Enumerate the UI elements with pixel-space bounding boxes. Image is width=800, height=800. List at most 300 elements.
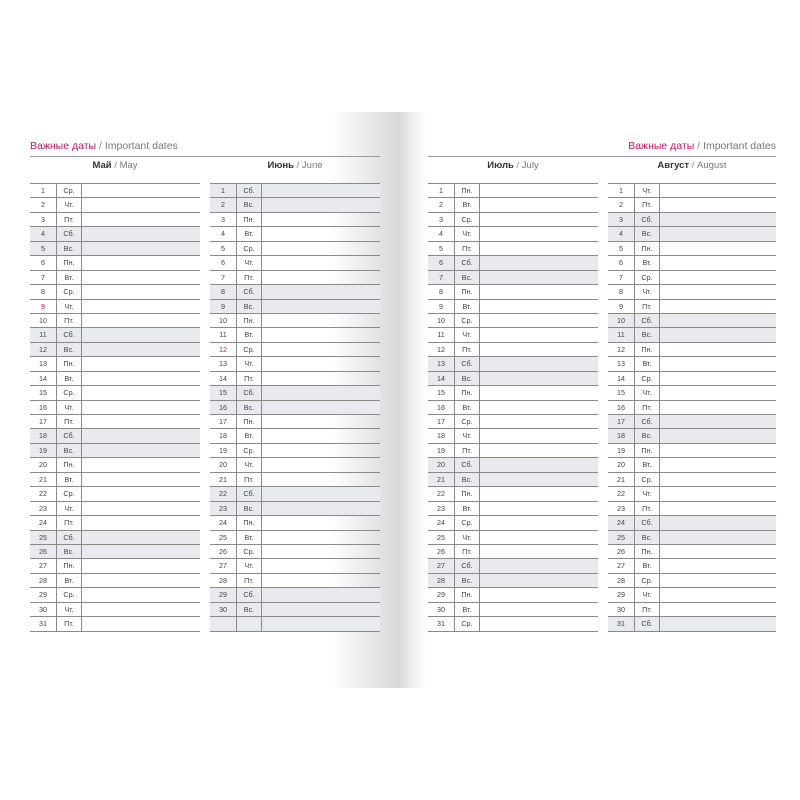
note-field[interactable] <box>480 242 598 255</box>
note-field[interactable] <box>82 559 200 572</box>
note-field[interactable] <box>82 531 200 544</box>
weekday-abbr: Вт. <box>455 401 480 414</box>
note-field[interactable] <box>82 487 200 500</box>
header-rule <box>30 156 380 157</box>
weekday-abbr: Пт. <box>57 314 82 327</box>
day-number: 9 <box>608 300 635 313</box>
header-separator: / <box>96 140 105 152</box>
note-field[interactable] <box>262 444 380 457</box>
note-field[interactable] <box>660 300 776 313</box>
month-name-ru: Август <box>657 160 690 171</box>
note-field[interactable] <box>82 227 200 240</box>
day-number: 8 <box>608 285 635 298</box>
day-row <box>428 300 598 314</box>
note-field[interactable] <box>262 328 380 341</box>
note-field[interactable] <box>660 184 776 197</box>
day-number: 24 <box>428 516 455 529</box>
note-field[interactable] <box>660 444 776 457</box>
weekday-abbr: Ср. <box>237 242 262 255</box>
note-field[interactable] <box>480 617 598 630</box>
day-row <box>608 429 776 443</box>
note-field[interactable] <box>262 227 380 240</box>
header-separator: / <box>694 140 704 152</box>
weekday-abbr: Пт. <box>237 271 262 284</box>
weekday-abbr: Чт. <box>57 502 82 515</box>
note-field[interactable] <box>82 444 200 457</box>
note-field[interactable] <box>82 545 200 558</box>
day-number: 22 <box>608 487 635 500</box>
day-row <box>210 314 380 328</box>
day-row <box>30 300 200 314</box>
day-row <box>30 343 200 357</box>
day-row <box>608 213 776 227</box>
day-row <box>608 473 776 487</box>
day-number: 26 <box>30 545 57 558</box>
day-row <box>428 531 598 545</box>
day-row <box>428 386 598 400</box>
day-row <box>428 328 598 342</box>
note-field[interactable] <box>82 271 200 284</box>
weekday-abbr: Ср. <box>635 271 660 284</box>
weekday-abbr: Вт. <box>57 271 82 284</box>
weekday-abbr: Вс. <box>455 372 480 385</box>
note-field[interactable] <box>480 444 598 457</box>
month-name-ru: Май <box>92 160 112 171</box>
note-field[interactable] <box>262 357 380 370</box>
day-row <box>30 458 200 472</box>
weekday-abbr: Чт. <box>455 531 480 544</box>
weekday-abbr: Вт. <box>635 559 660 572</box>
day-row <box>608 314 776 328</box>
day-row <box>428 559 598 573</box>
day-number: 28 <box>210 574 237 587</box>
weekday-abbr: Ср. <box>57 487 82 500</box>
note-field[interactable] <box>82 617 200 630</box>
day-row <box>210 502 380 516</box>
day-row <box>428 343 598 357</box>
note-field[interactable] <box>660 285 776 298</box>
note-field[interactable] <box>660 473 776 486</box>
day-number: 29 <box>428 588 455 601</box>
note-field[interactable] <box>262 285 380 298</box>
note-field[interactable] <box>660 343 776 356</box>
note-field[interactable] <box>262 473 380 486</box>
note-field[interactable] <box>82 603 200 616</box>
note-field[interactable] <box>480 502 598 515</box>
day-number: 10 <box>30 314 57 327</box>
weekday-abbr: Пт. <box>57 213 82 226</box>
note-field[interactable] <box>480 328 598 341</box>
weekday-abbr: Вс. <box>455 473 480 486</box>
day-number: 25 <box>428 531 455 544</box>
day-row <box>30 502 200 516</box>
note-field[interactable] <box>262 487 380 500</box>
weekday-abbr: Вт. <box>237 531 262 544</box>
note-field[interactable] <box>660 328 776 341</box>
day-row <box>30 531 200 545</box>
day-row <box>30 184 200 198</box>
weekday-abbr: Пн. <box>635 545 660 558</box>
day-number: 15 <box>30 386 57 399</box>
note-field[interactable] <box>480 198 598 211</box>
note-field[interactable] <box>262 502 380 515</box>
day-number: 25 <box>30 531 57 544</box>
weekday-abbr: Сб. <box>455 256 480 269</box>
note-field[interactable] <box>480 372 598 385</box>
day-row <box>210 285 380 299</box>
weekday-abbr: Сб. <box>635 617 660 630</box>
day-number: 12 <box>30 343 57 356</box>
weekday-abbr: Пт. <box>455 343 480 356</box>
note-field[interactable] <box>82 588 200 601</box>
right-page <box>400 112 800 688</box>
month-name-en: August <box>696 160 727 171</box>
note-field[interactable] <box>262 184 380 197</box>
note-field[interactable] <box>660 603 776 616</box>
note-field[interactable] <box>262 545 380 558</box>
note-field[interactable] <box>480 588 598 601</box>
note-field[interactable] <box>480 213 598 226</box>
note-field[interactable] <box>480 429 598 442</box>
note-field[interactable] <box>480 386 598 399</box>
note-field[interactable] <box>660 213 776 226</box>
day-number: 2 <box>428 198 455 211</box>
note-field[interactable] <box>660 242 776 255</box>
note-field[interactable] <box>480 271 598 284</box>
note-field[interactable] <box>480 531 598 544</box>
day-row <box>30 227 200 241</box>
note-field[interactable] <box>262 213 380 226</box>
day-row <box>428 516 598 530</box>
day-number: 9 <box>210 300 237 313</box>
day-number: 30 <box>30 603 57 616</box>
note-field[interactable] <box>262 574 380 587</box>
day-number: 26 <box>608 545 635 558</box>
day-number: 10 <box>428 314 455 327</box>
day-row <box>30 473 200 487</box>
note-field[interactable] <box>660 357 776 370</box>
day-row <box>608 458 776 472</box>
month-july <box>428 159 598 632</box>
note-field[interactable] <box>660 256 776 269</box>
note-field[interactable] <box>82 242 200 255</box>
day-row <box>428 242 598 256</box>
note-field[interactable] <box>480 415 598 428</box>
day-row <box>608 328 776 342</box>
note-field[interactable] <box>82 300 200 313</box>
day-row <box>428 357 598 371</box>
note-field[interactable] <box>480 516 598 529</box>
note-field[interactable] <box>262 516 380 529</box>
day-number: 22 <box>210 487 237 500</box>
day-number: 7 <box>30 271 57 284</box>
weekday-abbr: Сб. <box>635 213 660 226</box>
day-number: 19 <box>210 444 237 457</box>
day-number: 21 <box>608 473 635 486</box>
note-field[interactable] <box>262 372 380 385</box>
day-row <box>608 343 776 357</box>
day-number: 31 <box>30 617 57 630</box>
note-field[interactable] <box>82 458 200 471</box>
day-number: 23 <box>210 502 237 515</box>
day-row <box>608 357 776 371</box>
note-field[interactable] <box>480 343 598 356</box>
weekday-abbr: Чт. <box>635 487 660 500</box>
day-row <box>608 502 776 516</box>
day-row <box>30 372 200 386</box>
note-field[interactable] <box>82 198 200 211</box>
day-list <box>608 183 776 632</box>
day-number: 11 <box>30 328 57 341</box>
day-number: 7 <box>210 271 237 284</box>
day-number: 28 <box>30 574 57 587</box>
note-field[interactable] <box>82 184 200 197</box>
month-name-ru: Июнь <box>267 160 294 171</box>
day-number: 14 <box>608 372 635 385</box>
note-field[interactable] <box>82 386 200 399</box>
note-field[interactable] <box>262 256 380 269</box>
note-field[interactable] <box>660 516 776 529</box>
note-field[interactable] <box>82 415 200 428</box>
note-field[interactable] <box>660 401 776 414</box>
note-field[interactable] <box>480 545 598 558</box>
note-field[interactable] <box>262 242 380 255</box>
weekday-abbr: Сб. <box>455 357 480 370</box>
day-row <box>608 545 776 559</box>
weekday-abbr: Чт. <box>635 588 660 601</box>
day-row <box>210 473 380 487</box>
note-field[interactable] <box>262 401 380 414</box>
note-field[interactable] <box>262 386 380 399</box>
note-field[interactable] <box>660 617 776 630</box>
weekday-abbr: Чт. <box>455 328 480 341</box>
note-field[interactable] <box>262 603 380 616</box>
note-field[interactable] <box>480 603 598 616</box>
day-number: 15 <box>210 386 237 399</box>
day-row <box>428 256 598 270</box>
note-field[interactable] <box>660 588 776 601</box>
note-field[interactable] <box>660 458 776 471</box>
weekday-abbr: Вт. <box>237 328 262 341</box>
note-field[interactable] <box>480 227 598 240</box>
day-number: 19 <box>30 444 57 457</box>
day-row <box>608 271 776 285</box>
day-number: 31 <box>608 617 635 630</box>
note-field[interactable] <box>82 516 200 529</box>
day-number: 15 <box>428 386 455 399</box>
note-field[interactable] <box>660 415 776 428</box>
note-field[interactable] <box>660 372 776 385</box>
note-field[interactable] <box>82 256 200 269</box>
weekday-abbr: Пн. <box>455 487 480 500</box>
note-field[interactable] <box>660 198 776 211</box>
day-number: 16 <box>30 401 57 414</box>
weekday-abbr: Вт. <box>237 227 262 240</box>
note-field[interactable] <box>480 357 598 370</box>
weekday-abbr: Сб. <box>455 559 480 572</box>
note-field[interactable] <box>660 314 776 327</box>
note-field[interactable] <box>262 458 380 471</box>
note-field[interactable] <box>82 357 200 370</box>
day-number: 20 <box>30 458 57 471</box>
day-number: 17 <box>608 415 635 428</box>
day-row <box>428 372 598 386</box>
note-field[interactable] <box>262 314 380 327</box>
day-number: 28 <box>608 574 635 587</box>
weekday-abbr: Чт. <box>57 198 82 211</box>
note-field[interactable] <box>660 502 776 515</box>
note-field[interactable] <box>82 473 200 486</box>
day-row <box>428 487 598 501</box>
day-row <box>210 386 380 400</box>
weekday-abbr: Вс. <box>237 198 262 211</box>
weekday-abbr: Пн. <box>237 213 262 226</box>
day-number: 8 <box>428 285 455 298</box>
day-number: 24 <box>608 516 635 529</box>
month-title <box>30 159 200 173</box>
note-field[interactable] <box>82 429 200 442</box>
note-field[interactable] <box>82 372 200 385</box>
note-field[interactable] <box>660 574 776 587</box>
note-field[interactable] <box>82 314 200 327</box>
weekday-abbr: Пн. <box>57 559 82 572</box>
day-row <box>30 415 200 429</box>
day-number: 2 <box>30 198 57 211</box>
weekday-abbr: Вт. <box>237 429 262 442</box>
weekday-abbr: Сб. <box>635 415 660 428</box>
day-row <box>428 574 598 588</box>
weekday-abbr: Вт. <box>57 372 82 385</box>
day-row <box>428 198 598 212</box>
weekday-abbr: Чт. <box>455 429 480 442</box>
day-number: 14 <box>210 372 237 385</box>
weekday-abbr: Ср. <box>237 545 262 558</box>
note-field[interactable] <box>660 531 776 544</box>
note-field[interactable] <box>262 271 380 284</box>
day-number: 24 <box>30 516 57 529</box>
weekday-abbr: Пт. <box>57 516 82 529</box>
note-field[interactable] <box>480 300 598 313</box>
month-title <box>210 159 380 173</box>
note-field[interactable] <box>82 285 200 298</box>
weekday-abbr: Вс. <box>635 328 660 341</box>
note-field[interactable] <box>82 401 200 414</box>
day-row <box>428 184 598 198</box>
weekday-abbr: Вс. <box>237 502 262 515</box>
day-number: 12 <box>608 343 635 356</box>
day-number: 20 <box>428 458 455 471</box>
weekday-abbr: Пт. <box>635 300 660 313</box>
note-field[interactable] <box>480 285 598 298</box>
note-field[interactable] <box>660 271 776 284</box>
note-field[interactable] <box>480 184 598 197</box>
day-row <box>608 617 776 631</box>
note-field[interactable] <box>660 227 776 240</box>
note-field[interactable] <box>262 559 380 572</box>
weekday-abbr: Чт. <box>635 386 660 399</box>
note-field[interactable] <box>262 300 380 313</box>
note-field[interactable] <box>82 213 200 226</box>
note-field[interactable] <box>660 559 776 572</box>
day-number: 7 <box>608 271 635 284</box>
note-field[interactable] <box>262 343 380 356</box>
weekday-abbr: Чт. <box>635 285 660 298</box>
weekday-abbr: Пт. <box>237 473 262 486</box>
day-number: 6 <box>210 256 237 269</box>
note-field[interactable] <box>82 574 200 587</box>
day-row <box>210 574 380 588</box>
note-field[interactable] <box>262 198 380 211</box>
note-field[interactable] <box>660 545 776 558</box>
day-number: 16 <box>608 401 635 414</box>
note-field[interactable] <box>262 588 380 601</box>
day-number: 11 <box>210 328 237 341</box>
note-field[interactable] <box>262 429 380 442</box>
day-number: 27 <box>210 559 237 572</box>
weekday-abbr: Сб. <box>237 386 262 399</box>
day-number: 14 <box>30 372 57 385</box>
weekday-abbr: Пн. <box>455 285 480 298</box>
note-field[interactable] <box>262 617 380 630</box>
header-rule <box>428 156 776 157</box>
note-field[interactable] <box>82 328 200 341</box>
day-row <box>428 401 598 415</box>
note-field[interactable] <box>480 314 598 327</box>
day-number: 14 <box>428 372 455 385</box>
note-field[interactable] <box>480 401 598 414</box>
note-field[interactable] <box>480 574 598 587</box>
day-row <box>30 256 200 270</box>
note-field[interactable] <box>660 429 776 442</box>
note-field[interactable] <box>480 487 598 500</box>
note-field[interactable] <box>82 343 200 356</box>
day-number: 23 <box>608 502 635 515</box>
note-field[interactable] <box>480 473 598 486</box>
month-june <box>210 159 380 632</box>
note-field[interactable] <box>262 415 380 428</box>
day-row <box>428 213 598 227</box>
day-row <box>210 372 380 386</box>
day-row <box>30 213 200 227</box>
note-field[interactable] <box>480 458 598 471</box>
day-row <box>30 386 200 400</box>
note-field[interactable] <box>660 487 776 500</box>
weekday-abbr: Пт. <box>455 545 480 558</box>
day-row <box>608 242 776 256</box>
weekday-abbr: Вт. <box>455 502 480 515</box>
note-field[interactable] <box>480 256 598 269</box>
weekday-abbr: Пн. <box>237 415 262 428</box>
weekday-abbr: Вс. <box>455 271 480 284</box>
month-name-en: July <box>521 160 539 171</box>
weekday-abbr: Пн. <box>57 458 82 471</box>
weekday-abbr: Пт. <box>635 401 660 414</box>
weekday-abbr: Пт. <box>57 415 82 428</box>
day-row <box>428 603 598 617</box>
note-field[interactable] <box>82 502 200 515</box>
weekday-abbr: Сб. <box>237 184 262 197</box>
note-field[interactable] <box>660 386 776 399</box>
header-title-ru: Важные даты <box>628 140 695 152</box>
note-field[interactable] <box>480 559 598 572</box>
month-separator: / <box>689 160 697 171</box>
day-number: 5 <box>30 242 57 255</box>
weekday-abbr: Сб. <box>237 487 262 500</box>
day-number: 8 <box>210 285 237 298</box>
note-field[interactable] <box>262 531 380 544</box>
weekday-abbr: Чт. <box>57 603 82 616</box>
day-number: 12 <box>210 343 237 356</box>
